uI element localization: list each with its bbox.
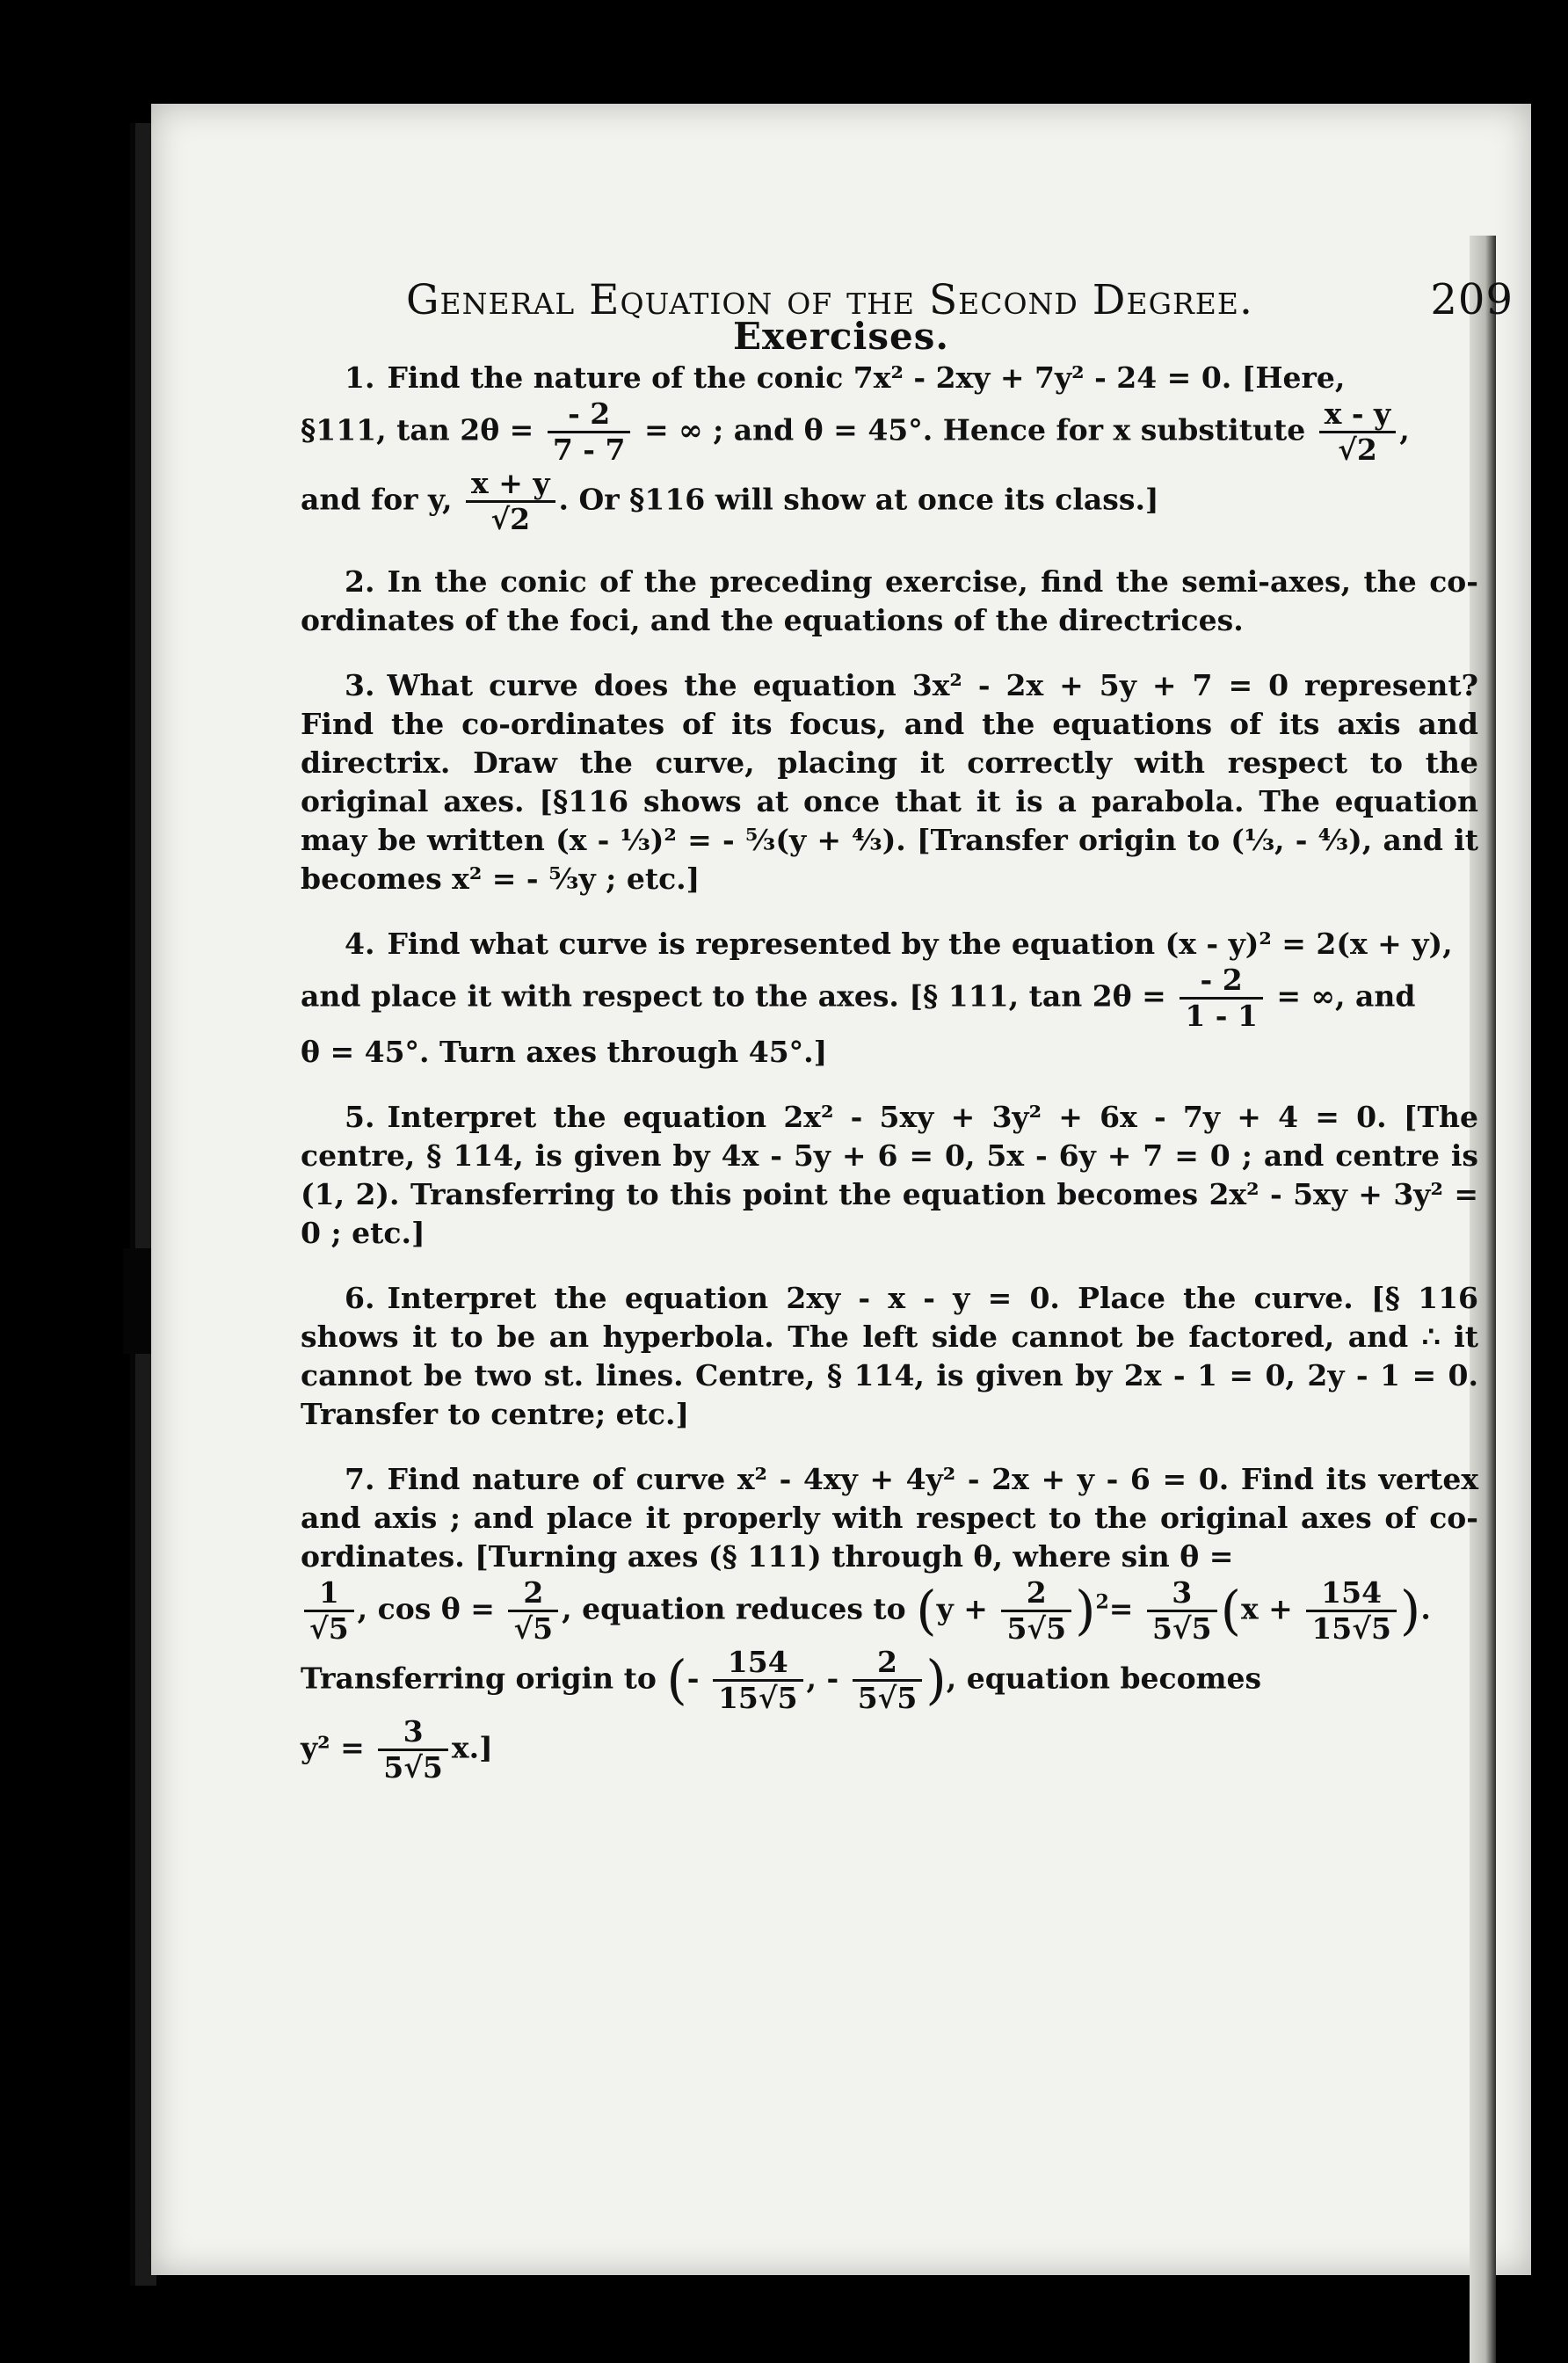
exercise-1: 1. Find the nature of the conic 7x² - 2xy + 7y² - 24 = 0. [Here, §111, tan 2θ = $\frac{- 2}{7 - 7}$ = ∞ ; and θ = 45°. Hence for x substitute $\frac{x - y}{√2}$ , and for y, $\frac{x + y}{√2}$ . Or §116 will show at once its class.] (301, 360, 1410, 536)
exercise-number: 6. (345, 1281, 375, 1315)
denominator: 5√5 (383, 1750, 443, 1785)
exercise-list (301, 359, 1478, 1811)
section-heading: Exercises. (732, 315, 950, 358)
exercise-text: x.] (451, 1730, 493, 1765)
numerator: 154 (1306, 1576, 1397, 1612)
numerator: - 2 (1180, 963, 1263, 1000)
exercise-number: 2. (345, 564, 375, 599)
denominator: √2 (490, 502, 531, 536)
numerator: 3 (378, 1715, 448, 1751)
denominator: 5√5 (1151, 1611, 1212, 1646)
denominator: 15√5 (717, 1681, 798, 1715)
fraction (1319, 397, 1397, 467)
exercise-5 (301, 1098, 1478, 1253)
exercise-text: Interpret the equation 2x² - 5xy + 3y² + 6x - 7y + 4 = 0. [The centre, § 114, is given by 4x - 5y + 6 = 0, 5x - 6y + 7 = 0 ; and centre is (1, 2). Transferring to this point the equation becomes 2x² - 5xy + 3y² = 0 ; etc.] (301, 1100, 1478, 1250)
exercise-text: x + (1241, 1591, 1293, 1626)
numerator: x + y (466, 467, 555, 503)
exercise-text: , equation reduces to (562, 1591, 906, 1626)
exercise-text: = ∞ ; and θ = 45°. Hence for x substitute (643, 412, 1306, 447)
exercise-text: In the conic of the preceding exercise, find the semi-axes, the co-ordinates of the foci, and the equations of the directrices. (301, 564, 1478, 637)
exercise-text: Interpret the equation 2xy - x - y = 0. Place the curve. [§ 116 shows it to be an hyperbola. The left side cannot be factored, and ∴ it cannot be two st. lines. Centre, § 114, is given by 2x - 1 = 0, 2y - 1 = 0. Transfer to centre; etc.] (301, 1281, 1478, 1431)
numerator: 154 (713, 1646, 803, 1682)
numerator: 2 (508, 1576, 558, 1612)
exercise-3 (301, 666, 1478, 898)
exercise-2 (301, 563, 1478, 640)
paren: ( (916, 1580, 937, 1642)
fraction (548, 397, 631, 467)
exercise-text: and place it with respect to the axes. [§ 111, tan 2θ = (301, 978, 1166, 1014)
paren: ( (666, 1649, 687, 1712)
denominator: 7 - 7 (552, 433, 626, 467)
denominator: √5 (309, 1611, 349, 1646)
fraction (1001, 1576, 1071, 1646)
exercise-text: §111, tan 2θ = (301, 412, 534, 447)
numerator: 2 (853, 1646, 923, 1682)
page-number: 209 (1430, 275, 1514, 324)
paren: ( (1220, 1580, 1241, 1642)
exercise-text: y² = (301, 1730, 365, 1765)
fraction (466, 467, 555, 536)
paren: ) (926, 1649, 947, 1712)
numerator: 2 (1001, 1576, 1071, 1612)
exponent: 2 (1095, 1590, 1109, 1614)
exercise-text: , cos θ = (357, 1591, 495, 1626)
exercise-text: , equation becomes (946, 1661, 1262, 1696)
exercise-text: = ∞, and (1276, 978, 1416, 1014)
fraction (713, 1646, 803, 1715)
fraction (1306, 1576, 1397, 1646)
numerator: 1 (304, 1576, 354, 1612)
numerator: - 2 (548, 397, 631, 433)
denominator: 5√5 (1006, 1611, 1067, 1646)
exercise-text: What curve does the equation 3x² - 2x + 5y + 7 = 0 represent? Find the co-ordinates of its focus, and the equations of its axis and directrix. Draw the curve, placing it correctly with respect to the original axes. [§116 shows at once that it is a parabola. The equation may be written (x - ⅓)² = - ⁵⁄₃(y + ⁴⁄₃). [Transfer origin to (⅓, - ⁴⁄₃), and it becomes x² = - ⁵⁄₃y ; etc.] (301, 668, 1478, 896)
book-page (151, 104, 1531, 2275)
exercise-text: Find what curve is represented by the equation (x - y)² = 2(x + y), (387, 927, 1453, 961)
paren: ) (1399, 1580, 1421, 1642)
exercise-number: 1. (345, 360, 375, 395)
exercise-number: 4. (345, 927, 375, 961)
exercise-text: Transferring origin to (301, 1661, 657, 1696)
fraction (378, 1715, 448, 1785)
exercise-number: 5. (345, 1100, 375, 1134)
fraction (1180, 963, 1263, 1033)
numerator: 3 (1147, 1576, 1217, 1612)
exercise-number: 3. (345, 668, 375, 702)
fraction (853, 1646, 923, 1715)
exercise-text: . Or §116 will show at once its class.] (558, 482, 1159, 517)
exercise-text: Find nature of curve x² - 4xy + 4y² - 2x + y - 6 = 0. Find its vertex and axis ; and place it properly with respect to the original axes of co-ordinates. [Turning axes (§ 111) through θ, where sin θ = (301, 1462, 1478, 1574)
exercise-text: Find the nature of the conic 7x² - 2xy + 7y² - 24 = 0. [Here, (387, 360, 1346, 395)
running-title: General Equation of the Second Degree. (406, 276, 1253, 324)
exercise-text: and for y, (301, 482, 453, 517)
exercise-7: 7. Find nature of curve x² - 4xy + 4y² - 2x + y - 6 = 0. Find its vertex and axis ; and place it properly with respect to the original axes of co-ordinates. [Turning axes (§ 111) through θ, where sin θ = $\frac{1}{√5}$ , cos θ = $\frac{2}{√5}$ , equation reduces to (y + $\frac{2}{5√5}$ )$^2$= $\frac{3}{5√5}$ (x + $\frac{154}{15√5}$ ). Transferring origin to (- $\frac{154}{15√5}$ , - $\frac{2}{5√5}$ ), equation becomes y² = $\frac{3}{5√5}$ x.] (301, 1462, 1478, 1785)
exercise-6 (301, 1279, 1478, 1434)
paren: ) (1075, 1580, 1096, 1642)
denominator: 1 - 1 (1185, 999, 1258, 1033)
exercise-text: = (1108, 1591, 1134, 1626)
exercise-text: θ = 45°. Turn axes through 45°.] (301, 1035, 828, 1069)
denominator: 5√5 (857, 1681, 918, 1715)
binding-tab (123, 1248, 153, 1354)
exercise-4 (301, 925, 1478, 1072)
denominator: √2 (1338, 433, 1377, 467)
fraction (508, 1576, 558, 1646)
exercise-number: 7. (345, 1462, 375, 1496)
fraction (1147, 1576, 1217, 1646)
denominator: √5 (513, 1611, 554, 1646)
denominator: 15√5 (1311, 1611, 1391, 1646)
exercise-text: y + (936, 1591, 988, 1626)
fraction (304, 1576, 354, 1646)
numerator: x - y (1319, 397, 1397, 433)
